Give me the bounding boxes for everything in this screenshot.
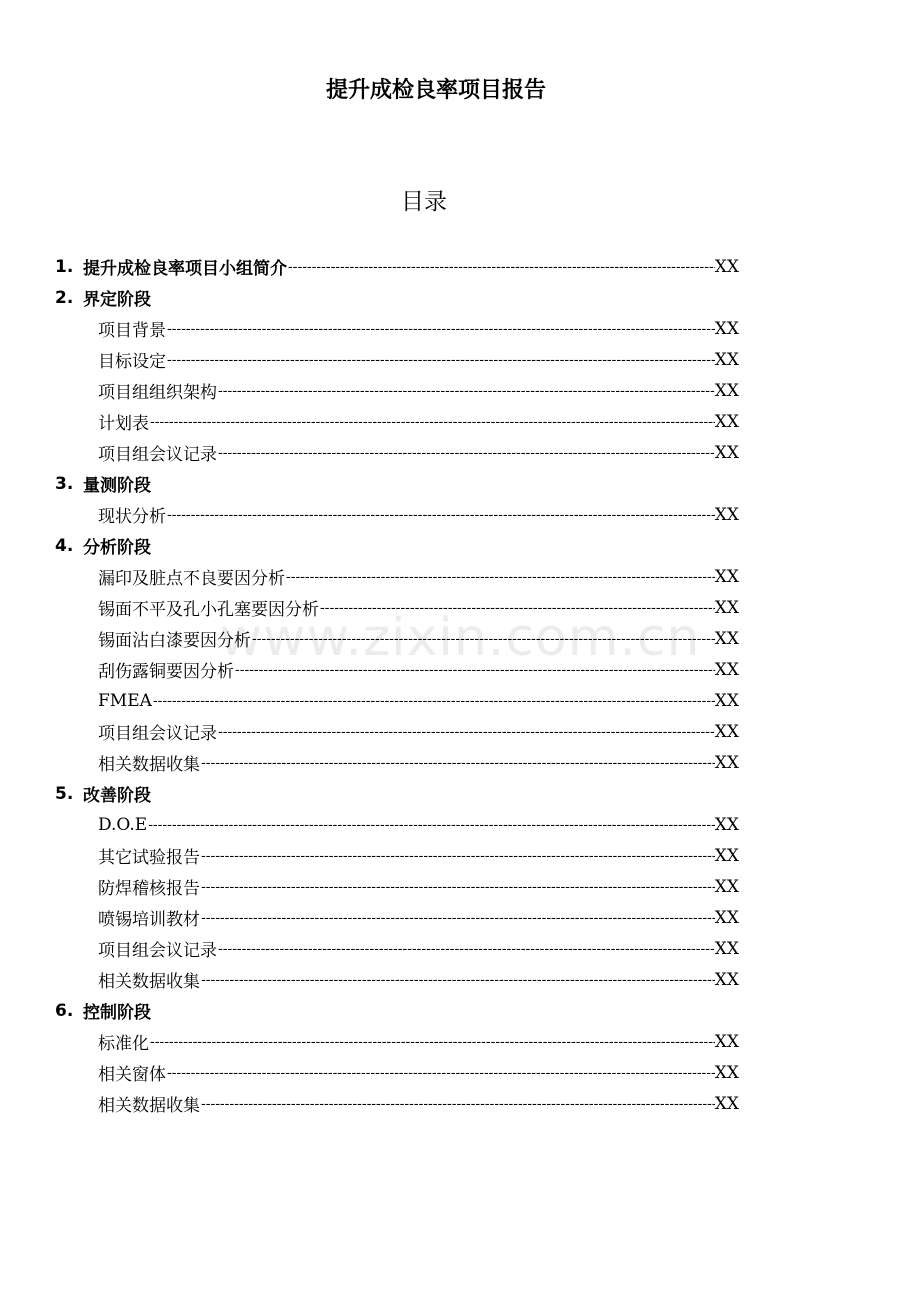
toc-dot-leader (200, 879, 715, 895)
toc-section-entry[interactable] (55, 282, 739, 313)
toc-subsection-entry[interactable] (55, 840, 739, 871)
toc-page-number: XX (714, 876, 739, 897)
toc-section-entry[interactable] (55, 530, 739, 561)
table-of-contents (55, 251, 739, 1119)
toc-section-number: 1. (55, 256, 74, 277)
toc-entry-title: 提升成检良率项目小组简介 (83, 259, 287, 279)
toc-subsection-entry[interactable] (55, 1026, 739, 1057)
toc-entry-title: 改善阶段 (83, 786, 151, 806)
toc-entry-title: 项目背景 (98, 321, 166, 341)
toc-page-number: XX (714, 504, 739, 525)
toc-page-number: XX (714, 1031, 739, 1052)
toc-subsection-entry[interactable] (55, 623, 739, 654)
toc-page-number: XX (714, 1093, 739, 1114)
toc-entry-title: 其它试验报告 (98, 848, 200, 868)
toc-entry-title: 相关数据收集 (98, 1096, 200, 1116)
toc-dot-leader (217, 724, 715, 740)
toc-subsection-entry[interactable] (55, 654, 739, 685)
toc-entry-title: D.O.E (98, 814, 148, 835)
toc-page-number: XX (714, 380, 739, 401)
toc-section-entry[interactable] (55, 468, 739, 499)
toc-subsection-entry[interactable] (55, 716, 739, 747)
toc-page-number: XX (714, 318, 739, 339)
toc-dot-leader (149, 414, 715, 430)
toc-entry-title: 锡面沾白漆要因分析 (98, 631, 251, 651)
page-title: 提升成检良率项目报告 (325, 78, 546, 103)
toc-dot-leader (166, 1065, 715, 1081)
toc-entry-title: 项目组会议记录 (98, 724, 217, 744)
toc-entry-title: 防焊稽核报告 (98, 879, 200, 899)
toc-dot-leader (152, 693, 715, 709)
toc-dot-leader (200, 1096, 715, 1112)
toc-entry-title: 相关数据收集 (98, 755, 200, 775)
toc-entry-title: 刮伤露铜要因分析 (98, 662, 234, 682)
toc-dot-leader (200, 755, 715, 771)
toc-subsection-entry[interactable] (55, 375, 739, 406)
toc-entry-title: 锡面不平及孔小孔塞要因分析 (98, 600, 319, 620)
toc-page-number: XX (714, 814, 739, 835)
toc-subsection-entry[interactable] (55, 809, 739, 840)
toc-subsection-entry[interactable] (55, 313, 739, 344)
toc-dot-leader (147, 817, 715, 833)
toc-page-number: XX (714, 845, 739, 866)
toc-page-number: XX (714, 659, 739, 680)
toc-page-number: XX (714, 597, 739, 618)
toc-page-number: XX (714, 349, 739, 370)
toc-subsection-entry[interactable] (55, 406, 739, 437)
toc-entry-title: 目标设定 (98, 352, 166, 372)
toc-subsection-entry[interactable] (55, 964, 739, 995)
toc-subsection-entry[interactable] (55, 1088, 739, 1119)
toc-entry-title: 喷锡培训教材 (98, 910, 200, 930)
toc-entry-title: 界定阶段 (83, 290, 151, 310)
toc-page-number: XX (714, 256, 739, 277)
toc-subsection-entry[interactable] (55, 685, 739, 716)
toc-page-number: XX (714, 721, 739, 742)
toc-subsection-entry[interactable] (55, 592, 739, 623)
toc-entry-title: 标准化 (98, 1034, 149, 1054)
toc-section-entry[interactable] (55, 251, 739, 282)
toc-subsection-entry[interactable] (55, 902, 739, 933)
toc-section-entry[interactable] (55, 995, 739, 1026)
toc-page-number: XX (714, 938, 739, 959)
toc-entry-title: 计划表 (98, 414, 149, 434)
toc-entry-title: 分析阶段 (83, 538, 151, 558)
toc-dot-leader (319, 600, 715, 616)
toc-dot-leader (149, 1034, 715, 1050)
toc-subsection-entry[interactable] (55, 561, 739, 592)
toc-subsection-entry[interactable] (55, 499, 739, 530)
toc-entry-title: 现状分析 (98, 507, 166, 527)
toc-section-number: 3. (55, 473, 74, 494)
toc-dot-leader (234, 662, 715, 678)
toc-dot-leader (200, 972, 715, 988)
toc-dot-leader (285, 569, 715, 585)
toc-subsection-entry[interactable] (55, 437, 739, 468)
toc-section-number: 4. (55, 535, 74, 556)
toc-page-number: XX (714, 442, 739, 463)
toc-page-number: XX (714, 969, 739, 990)
toc-entry-title: 项目组组织架构 (98, 383, 217, 403)
toc-dot-leader (200, 848, 715, 864)
toc-subsection-entry[interactable] (55, 747, 739, 778)
toc-entry-title: 项目组会议记录 (98, 445, 217, 465)
toc-page-number: XX (714, 628, 739, 649)
toc-dot-leader (217, 445, 715, 461)
toc-heading: 目录 (401, 189, 447, 215)
toc-page-number: XX (714, 690, 739, 711)
toc-subsection-entry[interactable] (55, 933, 739, 964)
toc-dot-leader (200, 910, 715, 926)
toc-dot-leader (217, 941, 715, 957)
toc-dot-leader (217, 383, 715, 399)
toc-entry-title: 相关窗体 (98, 1065, 166, 1085)
toc-subsection-entry[interactable] (55, 1057, 739, 1088)
toc-dot-leader (166, 321, 715, 337)
toc-section-number: 5. (55, 783, 74, 804)
toc-page-number: XX (714, 752, 739, 773)
toc-entry-title: 量测阶段 (83, 476, 151, 496)
toc-entry-title: 控制阶段 (83, 1003, 151, 1023)
toc-dot-leader (166, 352, 715, 368)
toc-subsection-entry[interactable] (55, 344, 739, 375)
toc-page-number: XX (714, 1062, 739, 1083)
toc-subsection-entry[interactable] (55, 871, 739, 902)
toc-entry-title: 漏印及脏点不良要因分析 (98, 569, 285, 589)
toc-entry-title: FMEA (98, 690, 152, 711)
toc-page-number: XX (714, 566, 739, 587)
toc-entry-title: 项目组会议记录 (98, 941, 217, 961)
toc-page-number: XX (714, 411, 739, 432)
toc-section-number: 2. (55, 287, 74, 308)
watermark: www.zixin.com.cn (219, 608, 701, 668)
toc-dot-leader (251, 631, 715, 647)
toc-section-entry[interactable] (55, 778, 739, 809)
toc-page-number: XX (714, 907, 739, 928)
toc-dot-leader (166, 507, 715, 523)
toc-section-number: 6. (55, 1000, 74, 1021)
toc-entry-title: 相关数据收集 (98, 972, 200, 992)
toc-dot-leader (287, 259, 715, 275)
